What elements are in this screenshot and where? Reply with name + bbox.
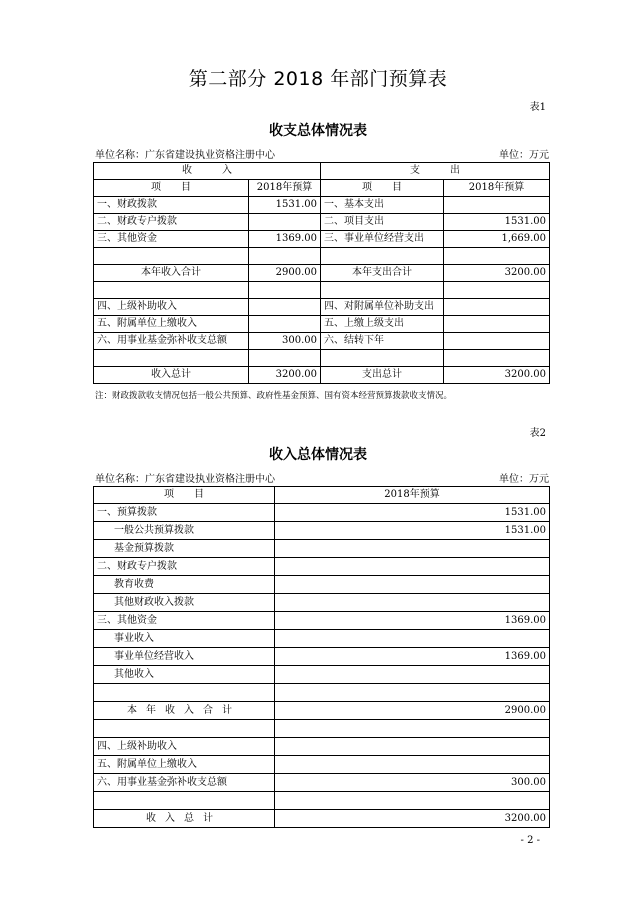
table-row (94, 612, 550, 630)
income-item-cell: 本年收入合计 (94, 265, 249, 282)
expense-col-item: 项 目 (321, 180, 444, 197)
value-cell: 1531.00 (275, 504, 550, 522)
income-value-cell (249, 214, 321, 231)
income-expense-table (93, 162, 550, 384)
income-item-cell: 收入总计 (94, 367, 249, 384)
income-value-cell: 1369.00 (249, 231, 321, 248)
item-cell: 三、其他资金 (94, 612, 275, 630)
value-cell (275, 738, 550, 756)
value-cell (275, 666, 550, 684)
table-row (94, 540, 550, 558)
value-cell (275, 540, 550, 558)
expense-item-cell (321, 282, 444, 299)
expense-item-cell: 三、事业单位经营支出 (321, 231, 444, 248)
expense-value-cell (444, 299, 550, 316)
income-value-cell (249, 350, 321, 367)
table-row (94, 282, 550, 299)
item-cell: 一般公共预算拨款 (94, 522, 275, 540)
table1-unit: 单位：万元 (499, 150, 549, 161)
table-row (94, 231, 550, 248)
income-col-budget: 2018年预算 (249, 180, 321, 197)
table-row (94, 558, 550, 576)
item-cell: 一、预算拨款 (94, 504, 275, 522)
table-row (94, 197, 550, 214)
income-item-cell: 四、上级补助收入 (94, 299, 249, 316)
table-row (94, 299, 550, 316)
item-cell: 事业收入 (94, 630, 275, 648)
item-cell: 二、财政专户拨款 (94, 558, 275, 576)
item-cell: 收入总计 (94, 810, 275, 828)
table1-header-columns (94, 180, 550, 197)
expense-item-cell: 二、项目支出 (321, 214, 444, 231)
table1-header-group (94, 163, 550, 180)
income-item-cell: 二、财政专户拨款 (94, 214, 249, 231)
income-header: 收 入 (94, 163, 321, 180)
item-cell: 其他收入 (94, 666, 275, 684)
item-cell: 四、上级补助收入 (94, 738, 275, 756)
table-row (94, 774, 550, 792)
value-cell (275, 792, 550, 810)
table-row (94, 738, 550, 756)
expense-value-cell (444, 333, 550, 350)
income-item-cell (94, 350, 249, 367)
expense-item-cell: 本年支出合计 (321, 265, 444, 282)
value-cell (275, 630, 550, 648)
expense-item-cell (321, 350, 444, 367)
expense-header: 支 出 (321, 163, 550, 180)
value-cell (275, 756, 550, 774)
expense-value-cell: 3200.00 (444, 265, 550, 282)
table-row (94, 367, 550, 384)
value-cell (275, 684, 550, 702)
table-row (94, 630, 550, 648)
table1-note: 注：财政拨款收支情况包括一般公共预算、政府性基金预算、国有资本经营预算拨款收支情况。 (95, 391, 453, 401)
table-row (94, 248, 550, 265)
table2-title: 收入总体情况表 (269, 447, 367, 463)
value-cell: 2900.00 (275, 702, 550, 720)
table-row (94, 648, 550, 666)
item-cell (94, 720, 275, 738)
table-row (94, 720, 550, 738)
income-value-cell (249, 299, 321, 316)
value-cell (275, 576, 550, 594)
table1-meta (95, 146, 549, 161)
expense-item-cell (321, 248, 444, 265)
table2-col-item: 项 目 (94, 487, 275, 504)
table2-number: 表2 (529, 428, 546, 439)
income-item-cell: 一、财政拨款 (94, 197, 249, 214)
table-row (94, 316, 550, 333)
expense-item-cell: 支出总计 (321, 367, 444, 384)
table2-meta (95, 470, 549, 485)
expense-item-cell: 六、结转下年 (321, 333, 444, 350)
income-item-cell (94, 248, 249, 265)
value-cell: 1531.00 (275, 522, 550, 540)
item-cell: 其他财政收入拨款 (94, 594, 275, 612)
value-cell: 1369.00 (275, 612, 550, 630)
table2-unit: 单位：万元 (499, 474, 549, 485)
page-title: 第二部分 2018 年部门预算表 (188, 68, 448, 90)
expense-value-cell (444, 197, 550, 214)
expense-value-cell: 3200.00 (444, 367, 550, 384)
item-cell: 五、附属单位上缴收入 (94, 756, 275, 774)
expense-value-cell (444, 350, 550, 367)
expense-value-cell (444, 316, 550, 333)
value-cell: 1369.00 (275, 648, 550, 666)
item-cell: 基金预算拨款 (94, 540, 275, 558)
table-row (94, 792, 550, 810)
table2-body (94, 504, 550, 828)
income-value-cell: 2900.00 (249, 265, 321, 282)
table1-number: 表1 (529, 102, 546, 113)
table-row (94, 594, 550, 612)
table1-unit-name: 单位名称：广东省建设执业资格注册中心 (95, 150, 275, 161)
income-item-cell: 六、用事业基金弥补收支总额 (94, 333, 249, 350)
table-row (94, 214, 550, 231)
table-row (94, 333, 550, 350)
value-cell (275, 558, 550, 576)
income-item-cell: 三、其他资金 (94, 231, 249, 248)
expense-item-cell: 一、基本支出 (321, 197, 444, 214)
income-value-cell (249, 282, 321, 299)
expense-value-cell: 1531.00 (444, 214, 550, 231)
income-value-cell: 3200.00 (249, 367, 321, 384)
table-row (94, 522, 550, 540)
expense-item-cell: 五、上缴上级支出 (321, 316, 444, 333)
table-row (94, 810, 550, 828)
expense-value-cell (444, 282, 550, 299)
value-cell (275, 720, 550, 738)
table-row (94, 350, 550, 367)
item-cell: 事业单位经营收入 (94, 648, 275, 666)
income-value-cell (249, 316, 321, 333)
expense-value-cell: 1,669.00 (444, 231, 550, 248)
income-col-item: 项 目 (94, 180, 249, 197)
value-cell: 3200.00 (275, 810, 550, 828)
item-cell: 六、用事业基金弥补收支总额 (94, 774, 275, 792)
table-row (94, 666, 550, 684)
income-table (93, 486, 550, 828)
expense-value-cell (444, 248, 550, 265)
expense-item-cell: 四、对附属单位补助支出 (321, 299, 444, 316)
income-value-cell: 1531.00 (249, 197, 321, 214)
item-cell: 本年收入合计 (94, 702, 275, 720)
value-cell: 300.00 (275, 774, 550, 792)
expense-col-budget: 2018年预算 (444, 180, 550, 197)
table-row (94, 756, 550, 774)
table1-title: 收支总体情况表 (269, 123, 367, 139)
table-row (94, 265, 550, 282)
value-cell (275, 594, 550, 612)
table-row (94, 576, 550, 594)
item-cell (94, 684, 275, 702)
income-item-cell: 五、附属单位上缴收入 (94, 316, 249, 333)
table-row (94, 504, 550, 522)
item-cell: 教育收费 (94, 576, 275, 594)
income-value-cell (249, 248, 321, 265)
table2-unit-name: 单位名称：广东省建设执业资格注册中心 (95, 474, 275, 485)
table-row (94, 684, 550, 702)
table1-body (94, 197, 550, 384)
item-cell (94, 792, 275, 810)
table-row (94, 702, 550, 720)
income-item-cell (94, 282, 249, 299)
table2-col-budget: 2018年预算 (275, 487, 550, 504)
page-number: - 2 - (520, 835, 540, 846)
income-value-cell: 300.00 (249, 333, 321, 350)
table2-header (94, 487, 550, 504)
